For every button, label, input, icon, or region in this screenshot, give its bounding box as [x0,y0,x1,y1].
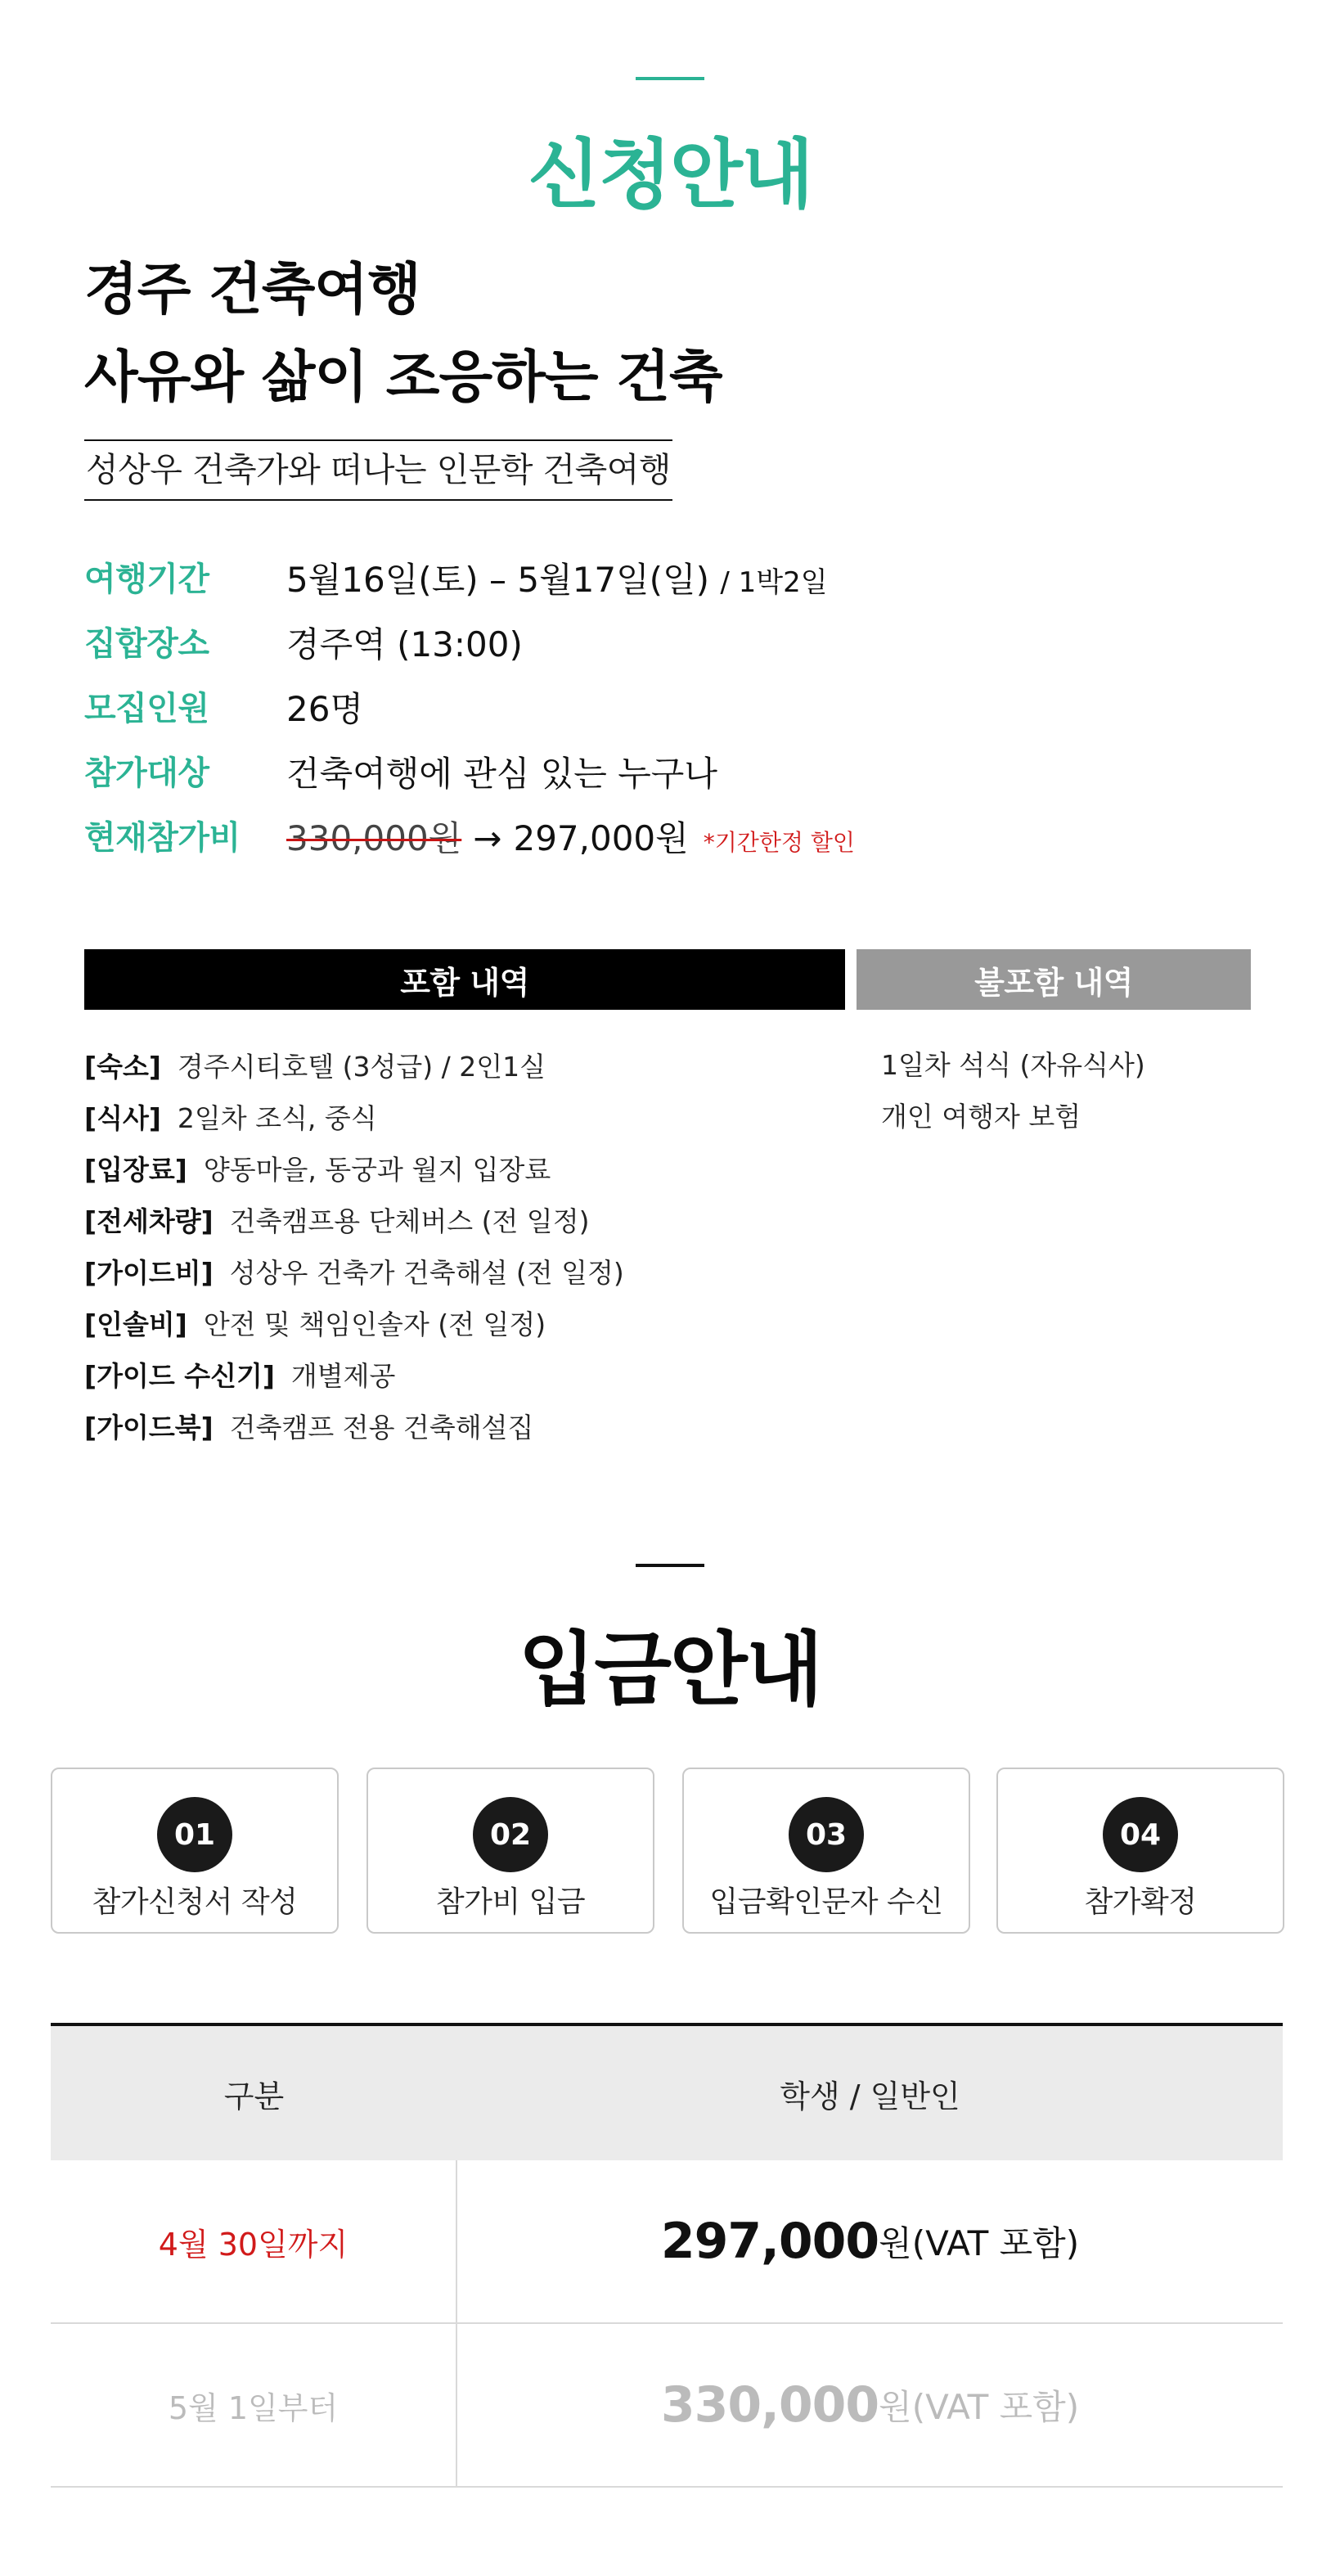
trip-title-line2: 사유와 삶이 조응하는 건축 [84,345,722,410]
step-card-4 [996,1768,1284,1934]
table-row [51,2160,1283,2324]
payment-heading: 입금안내 [518,1624,822,1717]
exclude-header: 불포함 내역 [857,949,1251,1010]
price-vat: (VAT 포함) [911,2387,1080,2427]
old-price: 330,000원 [286,818,462,858]
section-divider-payment [636,1564,704,1567]
trip-subtitle: 성상우 건축가와 떠나는 인문학 건축여행 [84,439,672,501]
step-card-1 [51,1768,339,1934]
info-label: 모집인원 [84,690,209,727]
include-header: 포함 내역 [84,949,845,1010]
discount-note: *기간한정 할인 [703,829,855,856]
table-header-cell: 학생 / 일반인 [780,2078,960,2114]
include-item: [식사] 2일차 조식, 중식 [84,1102,377,1134]
apply-heading: 신청안내 [528,131,812,218]
info-value: 5월16일(토) – 5월17일(일) / 1박2일 [286,560,828,600]
step-number: 04 [1103,1797,1178,1872]
step-label: 참가비 입금 [435,1885,586,1919]
price-cell [457,2160,1283,2322]
info-label: 참가대상 [84,754,209,792]
trip-title-line1: 경주 건축여행 [84,258,420,322]
step-card-3 [682,1768,970,1934]
table-header-cell: 구분 [223,2078,285,2114]
period-cell: 5월 1일부터 [51,2324,457,2486]
info-label: 집합장소 [84,625,209,663]
include-item: [숙소] 경주시티호텔 (3성급) / 2인1실 [84,1051,546,1083]
price-value: 330,000 [660,2376,879,2434]
include-item: [전세차량] 건축캠프용 단체버스 (전 일정) [84,1205,590,1237]
include-item: [가이드 수신기] 개별제공 [84,1360,396,1392]
info-label: 현재참가비 [84,819,241,857]
include-item: [가이드북] 건축캠프 전용 건축해설집 [84,1412,534,1443]
info-value: 26명 [286,689,364,729]
info-label: 여행기간 [84,561,209,598]
section-divider-top [636,77,704,80]
arrow-icon: → [473,818,502,858]
new-price: 297,000원 [513,818,689,858]
price-value: 297,000 [660,2213,879,2270]
table-row [51,2324,1283,2488]
info-value: 건축여행에 관심 있는 누구나 [286,754,717,794]
price-vat: (VAT 포함) [911,2223,1080,2263]
period-cell: 4월 30일까지 [51,2160,457,2322]
include-item: [인솔비] 안전 및 책임인솔자 (전 일정) [84,1308,546,1340]
step-number: 01 [157,1797,232,1872]
exclude-item: 개인 여행자 보험 [881,1101,1081,1133]
exclude-item: 1일차 석식 (자유식사) [881,1049,1145,1081]
price-unit: 원 [879,2223,912,2263]
step-number: 03 [789,1797,864,1872]
step-label: 참가확정 [1084,1885,1197,1919]
info-value-fee [286,812,855,861]
include-item: [입장료] 양동마을, 동궁과 월지 입장료 [84,1154,551,1186]
table-header [51,2023,1283,2160]
info-value: 경주역 (13:00) [286,624,523,664]
step-card-2 [366,1768,654,1934]
include-item: [가이드비] 성상우 건축가 건축해설 (전 일정) [84,1257,624,1289]
price-unit: 원 [879,2387,912,2427]
price-cell [457,2324,1283,2486]
step-number: 02 [473,1797,548,1872]
step-label: 참가신청서 작성 [92,1885,298,1919]
step-label: 입금확인문자 수신 [709,1885,943,1919]
